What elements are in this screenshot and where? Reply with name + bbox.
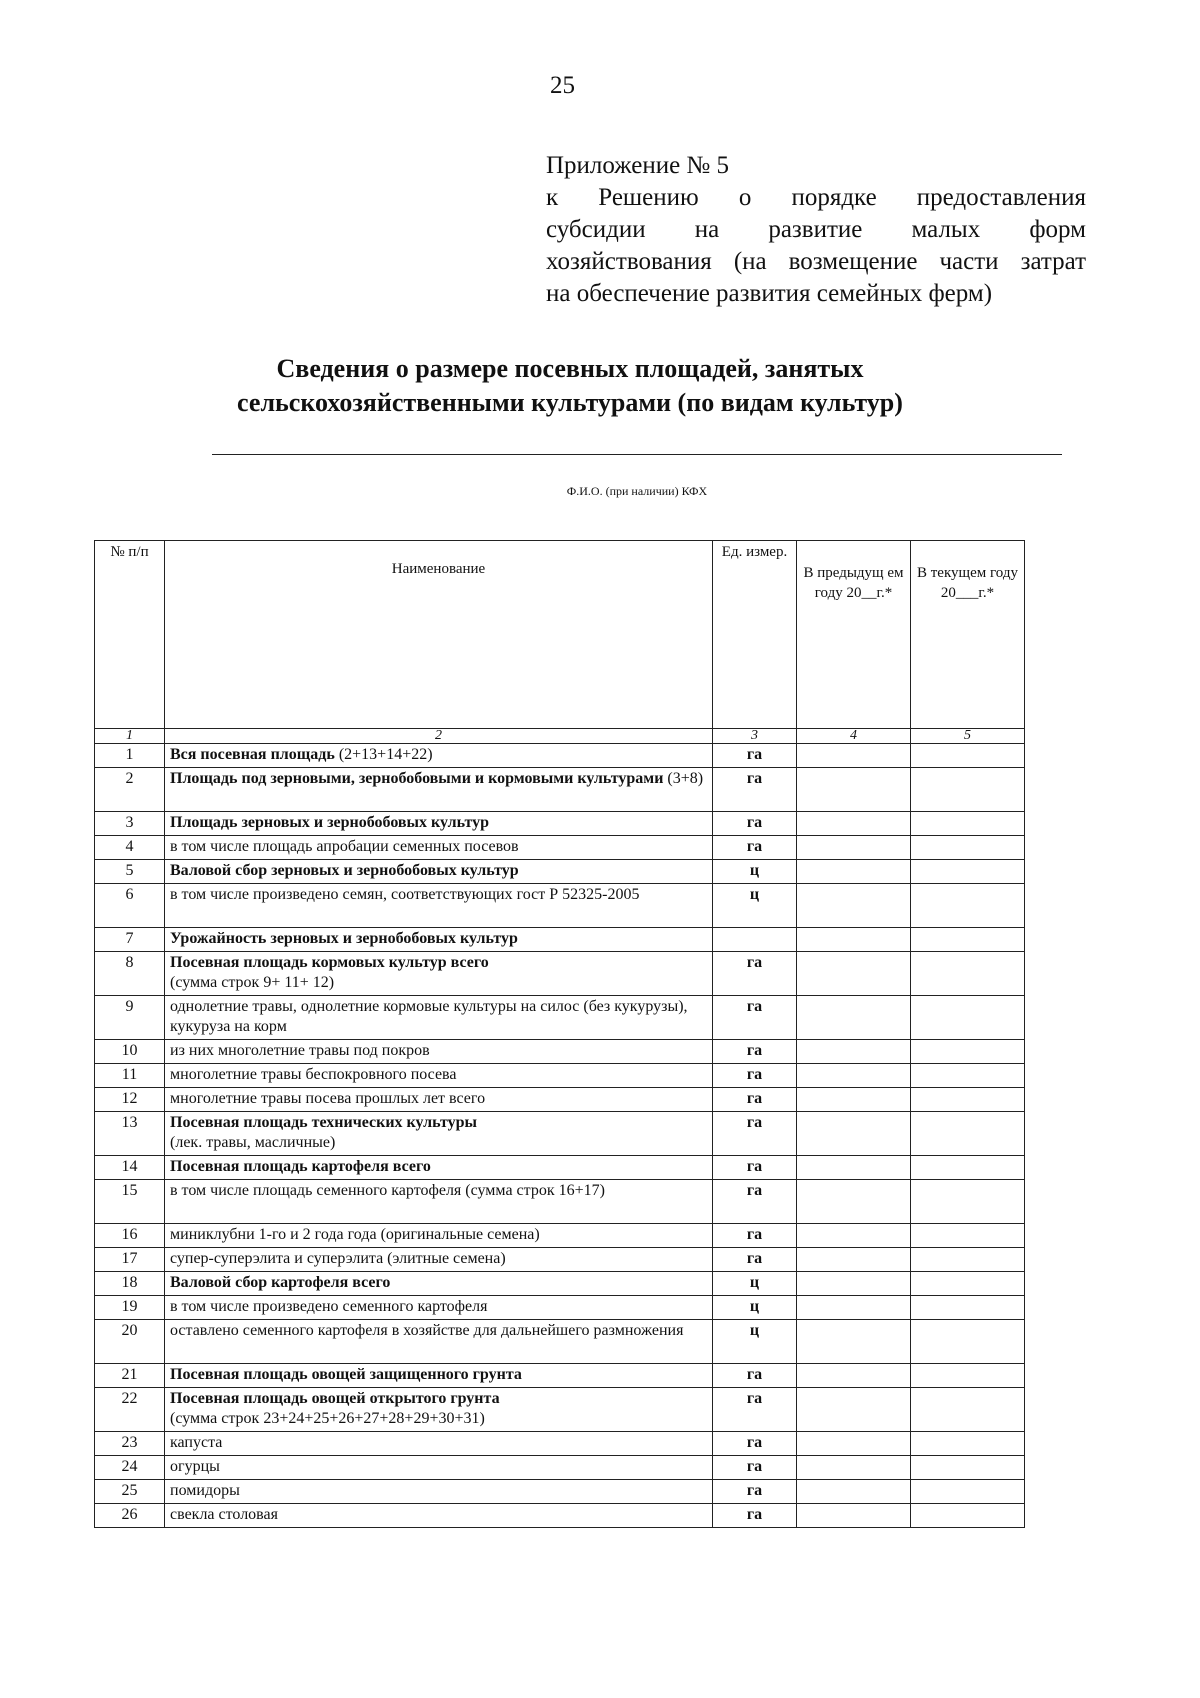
previous-year-value-cell[interactable] xyxy=(797,768,911,812)
row-number: 8 xyxy=(95,952,165,996)
previous-year-value-cell[interactable] xyxy=(797,1296,911,1320)
row-name-regular: помидоры xyxy=(170,1482,240,1499)
previous-year-value-cell[interactable] xyxy=(797,1224,911,1248)
row-name-regular: (лек. травы, масличные) xyxy=(170,1134,336,1151)
current-year-value-cell[interactable] xyxy=(911,1040,1025,1064)
appendix-line-1: Приложение № 5 xyxy=(546,152,730,179)
row-name-regular: в том числе площадь семенного картофеля (сумма строк 16+17) xyxy=(170,1182,605,1199)
row-name xyxy=(165,1432,713,1456)
row-name-regular: однолетние травы, однолетние кормовые культуры на силос (без кукурузы), кукуруза на корм xyxy=(170,998,688,1035)
row-name-regular: капуста xyxy=(170,1434,223,1451)
row-name-bold: Урожайность зерновых и зернобобовых культур xyxy=(170,930,518,947)
row-number: 18 xyxy=(95,1272,165,1296)
row-name xyxy=(165,1040,713,1064)
row-number: 23 xyxy=(95,1432,165,1456)
header-num: № п/п xyxy=(95,541,165,729)
table-row xyxy=(95,1432,1025,1456)
row-name-bold: Посевная площадь картофеля всего xyxy=(170,1158,431,1175)
previous-year-value-cell[interactable] xyxy=(797,1040,911,1064)
row-name-regular: в том числе площадь апробации семенных посевов xyxy=(170,838,519,855)
row-unit: ц xyxy=(713,1272,797,1296)
previous-year-value-cell[interactable] xyxy=(797,744,911,768)
previous-year-value-cell[interactable] xyxy=(797,1432,911,1456)
row-name xyxy=(165,1248,713,1272)
previous-year-value-cell[interactable] xyxy=(797,1064,911,1088)
row-name xyxy=(165,1088,713,1112)
previous-year-value-cell[interactable] xyxy=(797,884,911,928)
column-number: 4 xyxy=(797,729,911,744)
row-number: 17 xyxy=(95,1248,165,1272)
header-name: Наименование xyxy=(165,541,713,729)
previous-year-value-cell[interactable] xyxy=(797,1320,911,1364)
row-name-regular: многолетние травы посева прошлых лет всего xyxy=(170,1090,486,1107)
row-name-regular: огурцы xyxy=(170,1458,220,1475)
row-name xyxy=(165,1364,713,1388)
table-row xyxy=(95,1088,1025,1112)
row-number: 7 xyxy=(95,928,165,952)
table-row xyxy=(95,1224,1025,1248)
previous-year-value-cell[interactable] xyxy=(797,1248,911,1272)
current-year-value-cell[interactable] xyxy=(911,744,1025,768)
table-row xyxy=(95,768,1025,812)
table-row xyxy=(95,1480,1025,1504)
previous-year-value-cell[interactable] xyxy=(797,812,911,836)
row-name-bold: Посевная площадь технических культуры xyxy=(170,1114,478,1131)
row-name xyxy=(165,1480,713,1504)
previous-year-value-cell[interactable] xyxy=(797,1504,911,1528)
row-unit: га xyxy=(713,1432,797,1456)
row-number: 15 xyxy=(95,1180,165,1224)
row-unit: ц xyxy=(713,884,797,928)
row-number: 13 xyxy=(95,1112,165,1156)
table-row xyxy=(95,1320,1025,1364)
current-year-value-cell[interactable] xyxy=(911,1088,1025,1112)
row-name-bold: Площадь под зерновыми, зернобобовыми и кормовыми культурами xyxy=(170,770,664,787)
row-name xyxy=(165,1112,713,1156)
sown-area-table xyxy=(94,540,1025,1528)
table-row xyxy=(95,1296,1025,1320)
current-year-value-cell[interactable] xyxy=(911,1320,1025,1364)
row-name-regular: (сумма строк 23+24+25+26+27+28+29+30+31) xyxy=(170,1410,485,1427)
table-row xyxy=(95,744,1025,768)
row-name xyxy=(165,768,713,812)
row-unit: га xyxy=(713,1224,797,1248)
table-row xyxy=(95,1112,1025,1156)
row-name xyxy=(165,1224,713,1248)
previous-year-value-cell[interactable] xyxy=(797,1388,911,1432)
previous-year-value-cell[interactable] xyxy=(797,1180,911,1224)
table-row xyxy=(95,1504,1025,1528)
row-number: 3 xyxy=(95,812,165,836)
table-header-row xyxy=(95,541,1025,729)
row-name-bold: Посевная площадь кормовых культур всего xyxy=(170,954,489,971)
row-name-regular: многолетние травы беспокровного посева xyxy=(170,1066,457,1083)
row-unit: га xyxy=(713,744,797,768)
row-unit: ц xyxy=(713,1296,797,1320)
row-name xyxy=(165,1272,713,1296)
row-number: 16 xyxy=(95,1224,165,1248)
appendix-block xyxy=(546,150,1086,310)
document-title xyxy=(140,352,1000,420)
table-row xyxy=(95,1456,1025,1480)
row-unit: га xyxy=(713,1504,797,1528)
fio-caption: Ф.И.О. (при наличии) КФХ xyxy=(566,484,708,498)
row-name-regular: из них многолетние травы под покров xyxy=(170,1042,430,1059)
table-row xyxy=(95,996,1025,1040)
table-row xyxy=(95,1388,1025,1432)
header-current-year: В текущем году 20___г.* xyxy=(911,541,1025,729)
current-year-value-cell[interactable] xyxy=(911,1248,1025,1272)
row-number: 20 xyxy=(95,1320,165,1364)
row-name xyxy=(165,952,713,996)
row-name-bold: Валовой сбор зерновых и зернобобовых культур xyxy=(170,862,519,879)
current-year-value-cell[interactable] xyxy=(911,812,1025,836)
current-year-value-cell[interactable] xyxy=(911,768,1025,812)
row-number: 21 xyxy=(95,1364,165,1388)
row-number: 25 xyxy=(95,1480,165,1504)
row-number: 24 xyxy=(95,1456,165,1480)
row-unit: га xyxy=(713,768,797,812)
current-year-value-cell[interactable] xyxy=(911,1296,1025,1320)
row-unit: га xyxy=(713,1364,797,1388)
row-unit: га xyxy=(713,1248,797,1272)
table-row xyxy=(95,1248,1025,1272)
row-unit: га xyxy=(713,952,797,996)
row-name-regular: в том числе произведено семенного картофеля xyxy=(170,1298,488,1315)
appendix-line-4: хозяйствования (на возмещение части затрат xyxy=(546,248,1086,275)
row-number: 2 xyxy=(95,768,165,812)
column-number: 1 xyxy=(95,729,165,744)
table-row xyxy=(95,860,1025,884)
current-year-value-cell[interactable] xyxy=(911,1504,1025,1528)
row-unit: га xyxy=(713,1112,797,1156)
row-unit: га xyxy=(713,812,797,836)
fio-signature-line xyxy=(212,454,1062,455)
row-name-regular: (сумма строк 9+ 11+ 12) xyxy=(170,974,335,991)
previous-year-value-cell[interactable] xyxy=(797,1156,911,1180)
row-name xyxy=(165,1456,713,1480)
column-number-row xyxy=(95,729,1025,744)
current-year-value-cell[interactable] xyxy=(911,1432,1025,1456)
current-year-value-cell[interactable] xyxy=(911,928,1025,952)
previous-year-value-cell[interactable] xyxy=(797,1112,911,1156)
row-unit: га xyxy=(713,1480,797,1504)
row-name-regular: свекла столовая xyxy=(170,1506,278,1523)
row-name-bold: Валовой сбор картофеля всего xyxy=(170,1274,391,1291)
row-name xyxy=(165,860,713,884)
row-number: 11 xyxy=(95,1064,165,1088)
current-year-value-cell[interactable] xyxy=(911,1272,1025,1296)
document-title-line-2: сельскохозяйственными культурами (по видам культур) xyxy=(237,388,903,417)
current-year-value-cell[interactable] xyxy=(911,860,1025,884)
table-row xyxy=(95,836,1025,860)
current-year-value-cell[interactable] xyxy=(911,1388,1025,1432)
current-year-value-cell[interactable] xyxy=(911,1456,1025,1480)
row-name xyxy=(165,928,713,952)
row-unit: га xyxy=(713,1040,797,1064)
previous-year-value-cell[interactable] xyxy=(797,1272,911,1296)
table-row xyxy=(95,884,1025,928)
row-unit: га xyxy=(713,836,797,860)
row-unit: ц xyxy=(713,860,797,884)
previous-year-value-cell[interactable] xyxy=(797,1088,911,1112)
previous-year-value-cell[interactable] xyxy=(797,952,911,996)
row-name xyxy=(165,812,713,836)
row-name xyxy=(165,996,713,1040)
row-name-bold: Посевная площадь овощей защищенного грунта xyxy=(170,1366,522,1383)
row-unit: га xyxy=(713,1156,797,1180)
appendix-line-2: к Решению о порядке предоставления xyxy=(546,184,1086,211)
row-name-regular: (2+13+14+22) xyxy=(334,746,433,763)
previous-year-value-cell[interactable] xyxy=(797,836,911,860)
row-number: 4 xyxy=(95,836,165,860)
row-unit xyxy=(713,928,797,952)
row-name xyxy=(165,1296,713,1320)
row-number: 19 xyxy=(95,1296,165,1320)
row-unit: га xyxy=(713,1456,797,1480)
header-unit: Ед. измер. xyxy=(713,541,797,729)
table-row xyxy=(95,1364,1025,1388)
row-name-regular: в том числе произведено семян, соответствующих гост Р 52325-2005 xyxy=(170,886,640,903)
row-name xyxy=(165,836,713,860)
row-name xyxy=(165,1320,713,1364)
page-number: 25 xyxy=(550,72,575,99)
table-row xyxy=(95,928,1025,952)
row-unit: га xyxy=(713,1388,797,1432)
row-name-regular: оставлено семенного картофеля в хозяйстве для дальнейшего размножения xyxy=(170,1322,684,1339)
table-row xyxy=(95,1156,1025,1180)
row-name-regular: супер-суперэлита и суперэлита (элитные семена) xyxy=(170,1250,506,1267)
current-year-value-cell[interactable] xyxy=(911,1224,1025,1248)
current-year-value-cell[interactable] xyxy=(911,836,1025,860)
column-number: 3 xyxy=(713,729,797,744)
row-unit: га xyxy=(713,1088,797,1112)
current-year-value-cell[interactable] xyxy=(911,952,1025,996)
row-number: 22 xyxy=(95,1388,165,1432)
row-number: 5 xyxy=(95,860,165,884)
header-previous-year: В предыдущ ем году 20__г.* xyxy=(797,541,911,729)
previous-year-value-cell[interactable] xyxy=(797,996,911,1040)
previous-year-value-cell[interactable] xyxy=(797,928,911,952)
current-year-value-cell[interactable] xyxy=(911,1156,1025,1180)
row-number: 12 xyxy=(95,1088,165,1112)
row-name-bold: Площадь зерновых и зернобобовых культур xyxy=(170,814,490,831)
current-year-value-cell[interactable] xyxy=(911,1364,1025,1388)
appendix-line-3: субсидии на развитие малых форм xyxy=(546,216,1086,243)
row-unit: ц xyxy=(713,1320,797,1364)
table-row xyxy=(95,1040,1025,1064)
current-year-value-cell[interactable] xyxy=(911,1112,1025,1156)
current-year-value-cell[interactable] xyxy=(911,884,1025,928)
row-number: 9 xyxy=(95,996,165,1040)
column-number: 5 xyxy=(911,729,1025,744)
previous-year-value-cell[interactable] xyxy=(797,860,911,884)
row-name xyxy=(165,1504,713,1528)
previous-year-value-cell[interactable] xyxy=(797,1364,911,1388)
table-row xyxy=(95,1180,1025,1224)
table-row xyxy=(95,1272,1025,1296)
table-row xyxy=(95,952,1025,996)
row-unit: га xyxy=(713,1180,797,1224)
row-number: 10 xyxy=(95,1040,165,1064)
row-name-bold: Посевная площадь овощей открытого грунта xyxy=(170,1390,500,1407)
previous-year-value-cell[interactable] xyxy=(797,1456,911,1480)
appendix-line-5: на обеспечение развития семейных ферм) xyxy=(546,280,993,307)
current-year-value-cell[interactable] xyxy=(911,1064,1025,1088)
current-year-value-cell[interactable] xyxy=(911,1180,1025,1224)
previous-year-value-cell[interactable] xyxy=(797,1480,911,1504)
row-name xyxy=(165,1156,713,1180)
row-number: 1 xyxy=(95,744,165,768)
table-row xyxy=(95,1064,1025,1088)
row-number: 6 xyxy=(95,884,165,928)
row-name xyxy=(165,1064,713,1088)
table-row xyxy=(95,812,1025,836)
row-unit: га xyxy=(713,996,797,1040)
row-name xyxy=(165,1388,713,1432)
document-title-line-1: Сведения о размере посевных площадей, занятых xyxy=(276,354,864,383)
row-name-regular: (3+8) xyxy=(663,770,704,787)
row-number: 14 xyxy=(95,1156,165,1180)
row-unit: га xyxy=(713,1064,797,1088)
current-year-value-cell[interactable] xyxy=(911,1480,1025,1504)
row-name xyxy=(165,744,713,768)
row-name xyxy=(165,884,713,928)
row-name-bold: Вся посевная площадь xyxy=(170,746,335,763)
row-number: 26 xyxy=(95,1504,165,1528)
current-year-value-cell[interactable] xyxy=(911,996,1025,1040)
row-name-regular: миниклубни 1-го и 2 года года (оригинальные семена) xyxy=(170,1226,540,1243)
row-name xyxy=(165,1180,713,1224)
column-number: 2 xyxy=(165,729,713,744)
